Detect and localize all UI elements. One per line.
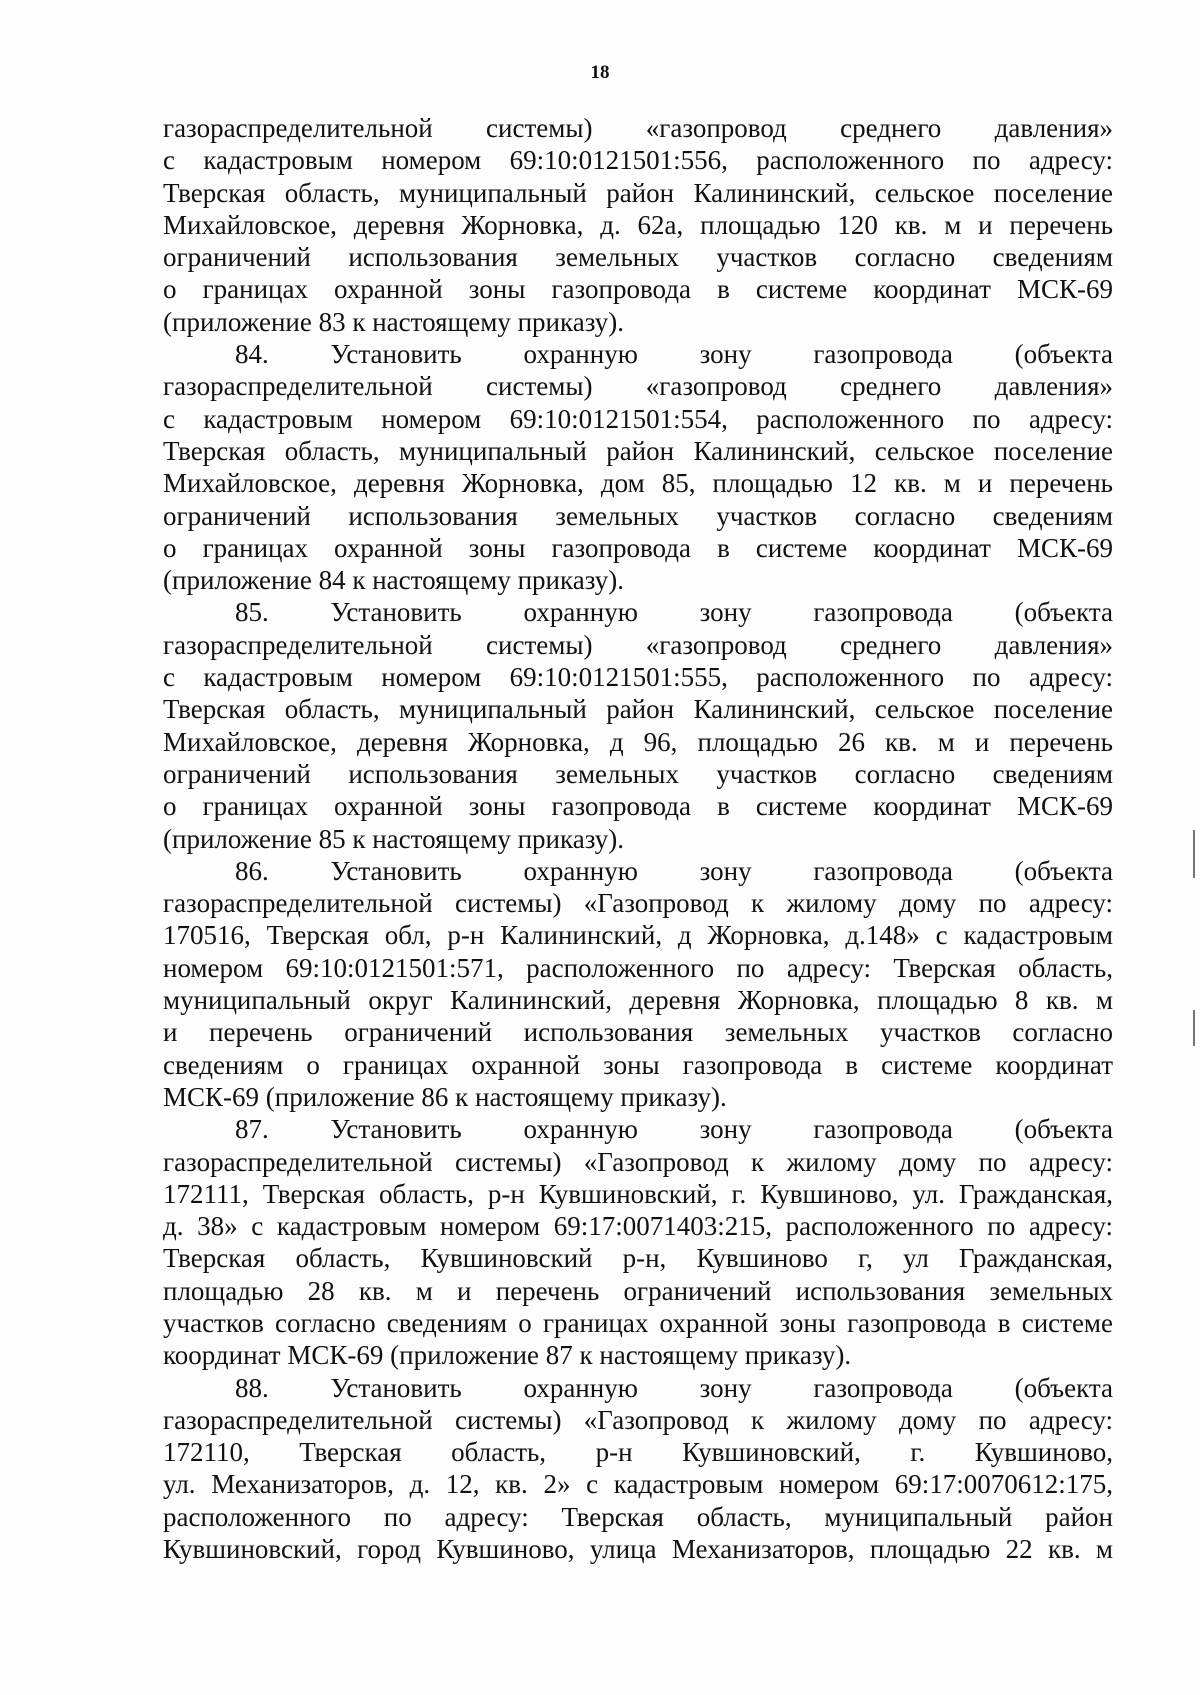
text-line: газораспределительной системы) «газопровод среднего давления»	[163, 629, 1113, 660]
text-line: о границах охранной зоны газопровода в системе координат МСК-69	[163, 532, 1113, 563]
text-line: сведениям о границах охранной зоны газопровода в системе координат	[163, 1049, 1113, 1080]
text-line: 88. Установить охранную зону газопровода (объекта	[235, 1372, 1113, 1403]
text-line: Тверская область, муниципальный район Калининский, сельское поселение	[163, 435, 1113, 466]
scan-border-mark	[1193, 1010, 1195, 1046]
text-line: номером 69:10:0121501:571, расположенного по адресу: Тверская область,	[163, 952, 1113, 983]
page-number: 18	[590, 62, 610, 83]
text-line: Кувшиновский, город Кувшиново, улица Механизаторов, площадью 22 кв. м	[163, 1534, 1113, 1565]
text-line: д. 38» с кадастровым номером 69:17:0071403:215, расположенного по адресу:	[163, 1211, 1113, 1242]
text-line: ограничений использования земельных участков согласно сведениям	[163, 242, 1113, 273]
text-line: ограничений использования земельных участков согласно сведениям	[163, 758, 1113, 789]
text-line: координат МСК-69 (приложение 87 к настоящему приказу).	[163, 1340, 852, 1371]
text-line: газораспределительной системы) «газопровод среднего давления»	[163, 371, 1113, 402]
text-line: муниципальный округ Калининский, деревня Жорновка, площадью 8 кв. м	[163, 985, 1113, 1016]
text-line: и перечень ограничений использования земельных участков согласно	[163, 1017, 1113, 1048]
text-line: Михайловское, деревня Жорновка, дом 85, площадью 12 кв. м и перечень	[163, 468, 1113, 499]
text-line: (приложение 85 к настоящему приказу).	[163, 823, 625, 854]
text-line: Михайловское, деревня Жорновка, д. 62а, площадью 120 кв. м и перечень	[163, 209, 1113, 240]
text-line: 84. Установить охранную зону газопровода (объекта	[235, 339, 1113, 370]
text-line: Михайловское, деревня Жорновка, д 96, площадью 26 кв. м и перечень	[163, 726, 1113, 757]
text-line: Тверская область, муниципальный район Калининский, сельское поселение	[163, 694, 1113, 725]
text-line: о границах охранной зоны газопровода в системе координат МСК-69	[163, 274, 1113, 305]
text-line: ул. Механизаторов, д. 12, кв. 2» с кадастровым номером 69:17:0070612:175,	[163, 1469, 1113, 1500]
text-line: 172111, Тверская область, р-н Кувшиновский, г. Кувшиново, ул. Гражданская,	[163, 1178, 1113, 1209]
scan-border-mark	[1193, 830, 1195, 878]
text-line: (приложение 84 к настоящему приказу).	[163, 565, 625, 596]
text-line: 170516, Тверская обл, р-н Калининский, д Жорновка, д.148» с кадастровым	[163, 920, 1113, 951]
text-line: 87. Установить охранную зону газопровода (объекта	[235, 1114, 1113, 1145]
text-line: с кадастровым номером 69:10:0121501:555, расположенного по адресу:	[163, 662, 1113, 693]
text-line: 85. Установить охранную зону газопровода (объекта	[235, 597, 1113, 628]
text-line: ограничений использования земельных участков согласно сведениям	[163, 500, 1113, 531]
text-line: участков согласно сведениям о границах охранной зоны газопровода в системе	[163, 1307, 1113, 1338]
text-line: Тверская область, муниципальный район Калининский, сельское поселение	[163, 177, 1113, 208]
text-line: газораспределительной системы) «газопровод среднего давления»	[163, 113, 1113, 143]
text-line: Тверская область, Кувшиновский р-н, Кувшиново г, ул Гражданская,	[163, 1243, 1113, 1274]
text-line: газораспределительной системы) «Газопровод к жилому дому по адресу:	[163, 1404, 1113, 1435]
text-line: МСК-69 (приложение 86 к настоящему приказу).	[163, 1081, 727, 1112]
text-line: с кадастровым номером 69:10:0121501:554, расположенного по адресу:	[163, 403, 1113, 434]
document-body	[163, 112, 1113, 1565]
text-line: с кадастровым номером 69:10:0121501:556, расположенного по адресу:	[163, 145, 1113, 176]
text-line: газораспределительной системы) «Газопровод к жилому дому по адресу:	[163, 888, 1113, 919]
text-line: площадью 28 кв. м и перечень ограничений использования земельных	[163, 1275, 1113, 1306]
text-line: газораспределительной системы) «Газопровод к жилому дому по адресу:	[163, 1146, 1113, 1177]
text-line: 86. Установить охранную зону газопровода (объекта	[235, 855, 1113, 886]
text-line: (приложение 83 к настоящему приказу).	[163, 306, 625, 337]
text-line: о границах охранной зоны газопровода в системе координат МСК-69	[163, 791, 1113, 822]
text-line: 172110, Тверская область, р-н Кувшиновский, г. Кувшиново,	[163, 1437, 1113, 1468]
text-line: расположенного по адресу: Тверская область, муниципальный район	[163, 1501, 1113, 1532]
